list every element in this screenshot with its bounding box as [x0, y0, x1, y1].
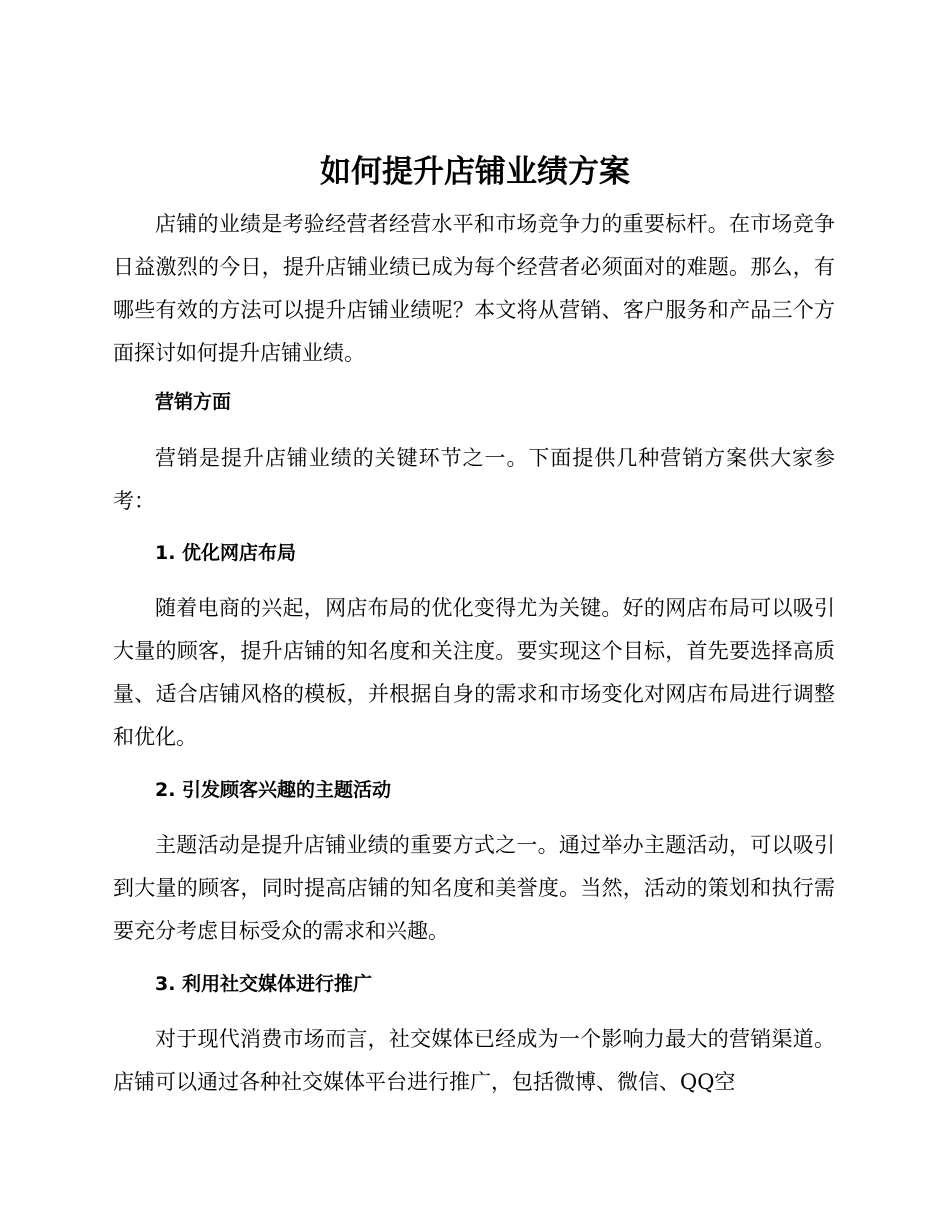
section-heading-theme-activities: 2. 引发顾客兴趣的主题活动 [155, 779, 392, 801]
intro-paragraph: 店铺的业绩是考验经营者经营水平和市场竞争力的重要标杆。在市场竞争日益激烈的今日，提升店铺业绩已成为每个经营者必须面对的难题。那么，有哪些有效的方法可以提升店铺业绩呢？本文将从营销、客户服务和产品三个方面探讨如何提升店铺业绩。 [113, 212, 835, 365]
document-title: 如何提升店铺业绩方案 [320, 154, 630, 190]
section-heading-marketing: 营销方面 [155, 391, 232, 413]
section-paragraph-optimize-layout: 随着电商的兴起，网店布局的优化变得尤为关键。好的网店布局可以吸引大量的顾客，提升店铺的知名度和关注度。要实现这个目标，首先要选择高质量、适合店铺风格的模板，并根据自身的需求和市场变化对网店布局进行调整和优化。 [113, 596, 835, 749]
section-paragraph-marketing: 营销是提升店铺业绩的关键环节之一。下面提供几种营销方案供大家参考： [113, 446, 835, 513]
section-paragraph-theme-activities: 主题活动是提升店铺业绩的重要方式之一。通过举办主题活动，可以吸引到大量的顾客，同时提高店铺的知名度和美誉度。当然，活动的策划和执行需要充分考虑目标受众的需求和兴趣。 [113, 833, 835, 943]
section-heading-optimize-layout: 1. 优化网店布局 [155, 542, 297, 564]
section-heading-social-media: 3. 利用社交媒体进行推广 [155, 973, 373, 995]
section-paragraph-social-media: 对于现代消费市场而言，社交媒体已经成为一个影响力最大的营销渠道。店铺可以通过各种社交媒体平台进行推广，包括微博、微信、QQ空 [113, 1027, 835, 1094]
